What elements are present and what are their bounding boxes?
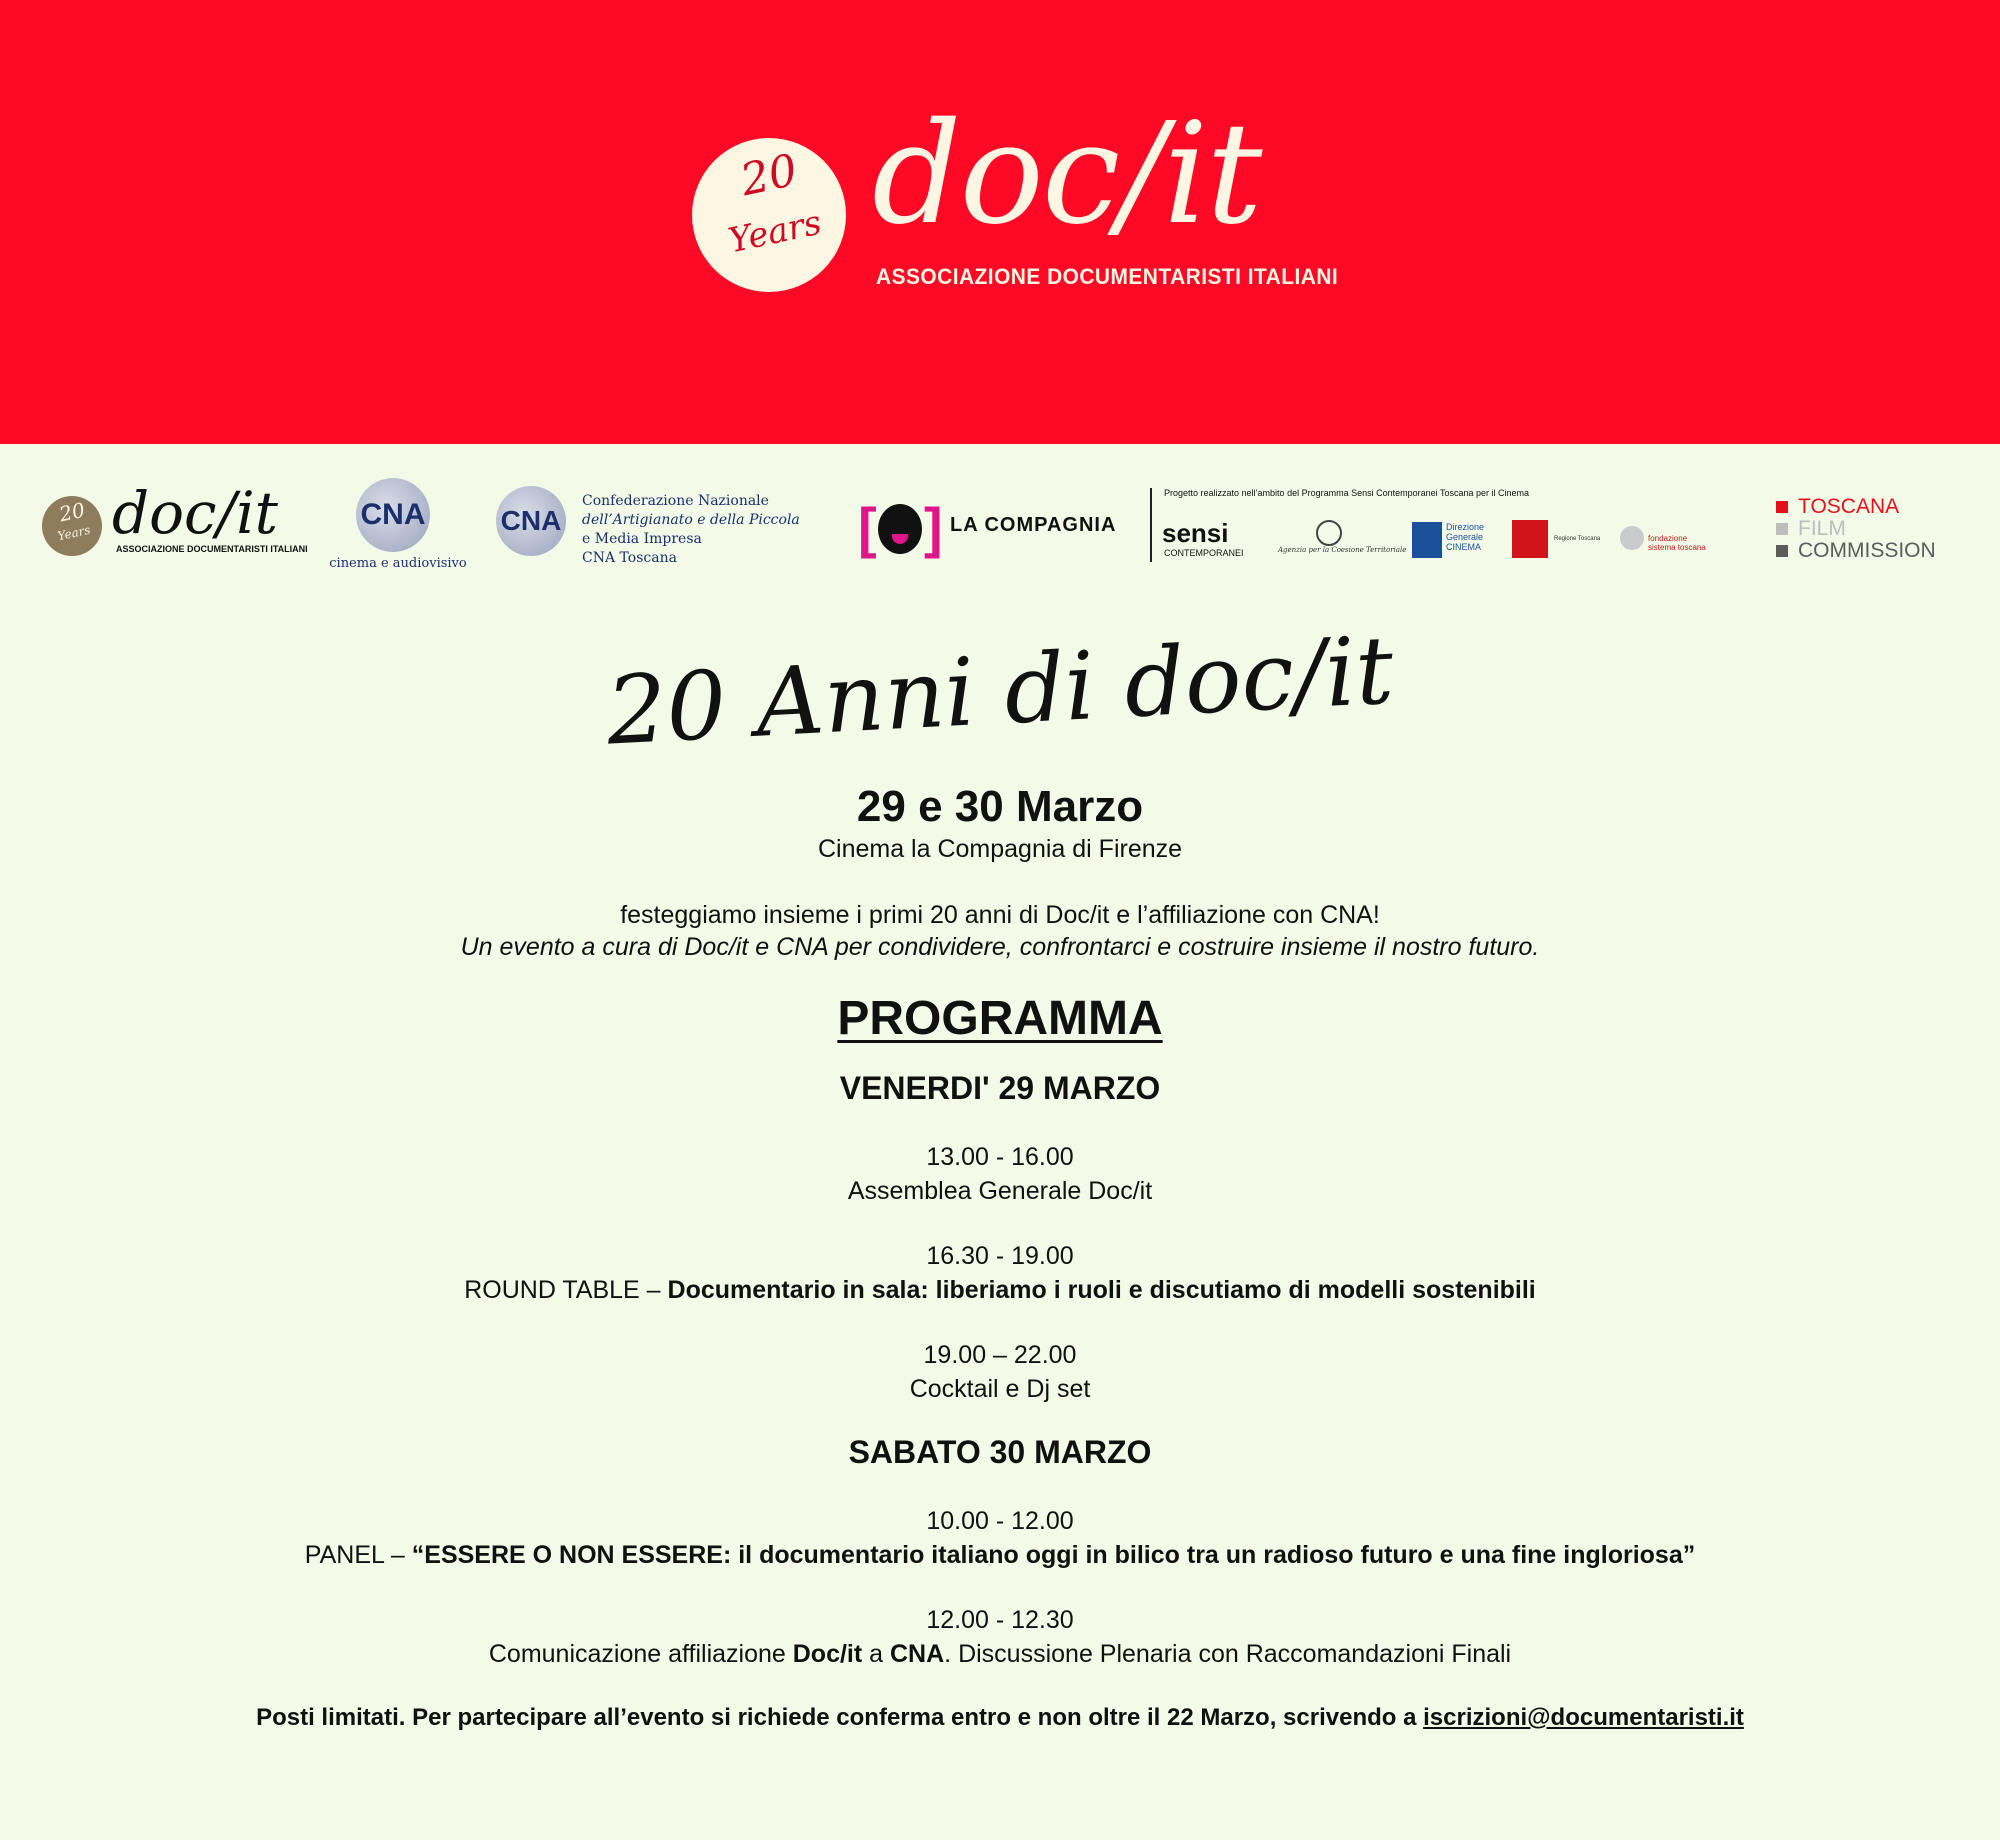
registration-email-link[interactable]: iscrizioni@documentaristi.it xyxy=(1423,1704,1744,1731)
sensi-sub: CONTEMPORANEI xyxy=(1164,548,1244,558)
cna-toscana-line3: e Media Impresa xyxy=(582,531,702,547)
affiliation-text-c: a xyxy=(862,1640,890,1668)
day2-s2-desc xyxy=(0,1639,2000,1670)
panel-title: “ESSERE O NON ESSERE: il documentario italiano oggi in bilico tra un radioso futuro e una fine ingloriosa” xyxy=(411,1541,1696,1569)
tfc-line1: TOSCANA xyxy=(1798,495,1900,518)
affiliation-text-e: . Discussione Plenaria con Raccomandazioni Finali xyxy=(944,1640,1512,1668)
day2-s2-time: 12.00 - 12.30 xyxy=(926,1606,1074,1634)
footer-note xyxy=(0,1702,2000,1733)
sensi-logo: sensi xyxy=(1162,518,1229,548)
fondazione-icon xyxy=(1620,526,1644,550)
cna-cinema-logo: CNA xyxy=(356,478,430,552)
mibac-logo xyxy=(1412,522,1490,558)
mibac-line2: Generale xyxy=(1446,532,1484,542)
affiliation-text-a: Comunicazione affiliazione xyxy=(488,1640,793,1668)
panel-prefix: PANEL – xyxy=(304,1541,412,1569)
header-banner xyxy=(0,0,2000,444)
mibac-line1: Direzione xyxy=(1446,522,1485,532)
sensi-program-text: Progetto realizzato nell’ambito del Programma Sensi Contemporanei Toscana per il Cinema xyxy=(1164,488,1530,498)
fondazione-label xyxy=(1648,534,1706,552)
event-intro: festeggiamo insieme i primi 20 anni di Doc/it e l’affiliazione con CNA! xyxy=(620,901,1380,929)
day2-s1-desc xyxy=(0,1540,2000,1571)
day1-s1-time: 13.00 - 16.00 xyxy=(926,1143,1074,1171)
docit-small-wordmark: doc/it xyxy=(112,479,278,547)
day2-s1-time: 10.00 - 12.00 xyxy=(926,1507,1074,1535)
toscana-film-commission-logo xyxy=(1776,496,1936,562)
round-table-title: Documentario in sala: liberiamo i ruoli e discutiamo di modelli sostenibili xyxy=(667,1276,1536,1304)
footer-text: Posti limitati. Per partecipare all’evento si richiede conferma entro e non oltre il 22 Marzo, scrivendo a xyxy=(256,1704,1424,1731)
cna-cinema-caption: cinema e audiovisivo xyxy=(329,556,467,571)
day1-s2-desc xyxy=(0,1275,2000,1306)
cna-toscana-line4: CNA Toscana xyxy=(582,550,677,566)
cna-toscana-logo: CNA xyxy=(496,486,566,556)
mibac-line3: CINEMA xyxy=(1446,542,1482,552)
cna-toscana-line2: dell’Artigianato e della Piccola xyxy=(582,512,800,528)
event-venue: Cinema la Compagnia di Firenze xyxy=(817,835,1183,863)
event-intro-italic: Un evento a cura di Doc/it e CNA per condividere, confrontarci e costruire insieme il nostro futuro. xyxy=(460,933,1540,961)
day1-title: VENERDI' 29 MARZO xyxy=(839,1070,1161,1106)
tfc-line2: FILM xyxy=(1798,517,1846,540)
tfc-line3: COMMISSION xyxy=(1798,539,1936,562)
docit-small-subtitle: ASSOCIAZIONE DOCUMENTARISTI ITALIANI xyxy=(116,544,308,554)
la-compagnia-label: LA COMPAGNIA xyxy=(950,514,1117,536)
regione-toscana-icon xyxy=(1512,520,1548,558)
docit-wordmark: doc/it xyxy=(872,93,1261,256)
association-subtitle: ASSOCIAZIONE DOCUMENTARISTI ITALIANI xyxy=(876,264,1339,289)
agency-caption: Agenzia per la Coesione Territoriale xyxy=(1278,546,1407,554)
republic-emblem-icon xyxy=(1316,520,1342,546)
event-dates: 29 e 30 Marzo xyxy=(856,782,1144,831)
day1-s2-time: 16.30 - 19.00 xyxy=(926,1242,1074,1270)
affiliation-cna: CNA xyxy=(890,1640,945,1668)
day1-s3-desc: Cocktail e Dj set xyxy=(909,1375,1091,1403)
affiliation-docit: Doc/it xyxy=(792,1640,863,1668)
badge-number: 20 xyxy=(736,144,802,207)
day1-s3-time: 19.00 – 22.00 xyxy=(923,1341,1077,1369)
programma-heading-text: PROGRAMMA xyxy=(837,992,1163,1045)
fondazione-line1: fondazione xyxy=(1648,534,1688,543)
day2-title: SABATO 30 MARZO xyxy=(848,1434,1152,1470)
programma-heading xyxy=(0,990,2000,1048)
cna-toscana-text xyxy=(582,492,800,568)
script-title: 20 Anni di doc/it xyxy=(603,616,1397,767)
docit-small-badge-number: 20 xyxy=(57,497,87,527)
round-table-prefix: ROUND TABLE – xyxy=(464,1276,668,1304)
docit-small-badge-years: Years xyxy=(56,522,92,544)
regione-toscana-label: Regione Toscana xyxy=(1554,536,1601,542)
sensi-divider xyxy=(1150,488,1152,562)
cna-toscana-line1: Confederazione Nazionale xyxy=(582,493,769,509)
day1-s1-desc: Assemblea Generale Doc/it xyxy=(847,1177,1153,1205)
la-compagnia-icon: [ ] xyxy=(858,496,943,559)
fondazione-line2: sistema toscana xyxy=(1648,543,1706,552)
badge-years: Years xyxy=(725,202,825,262)
